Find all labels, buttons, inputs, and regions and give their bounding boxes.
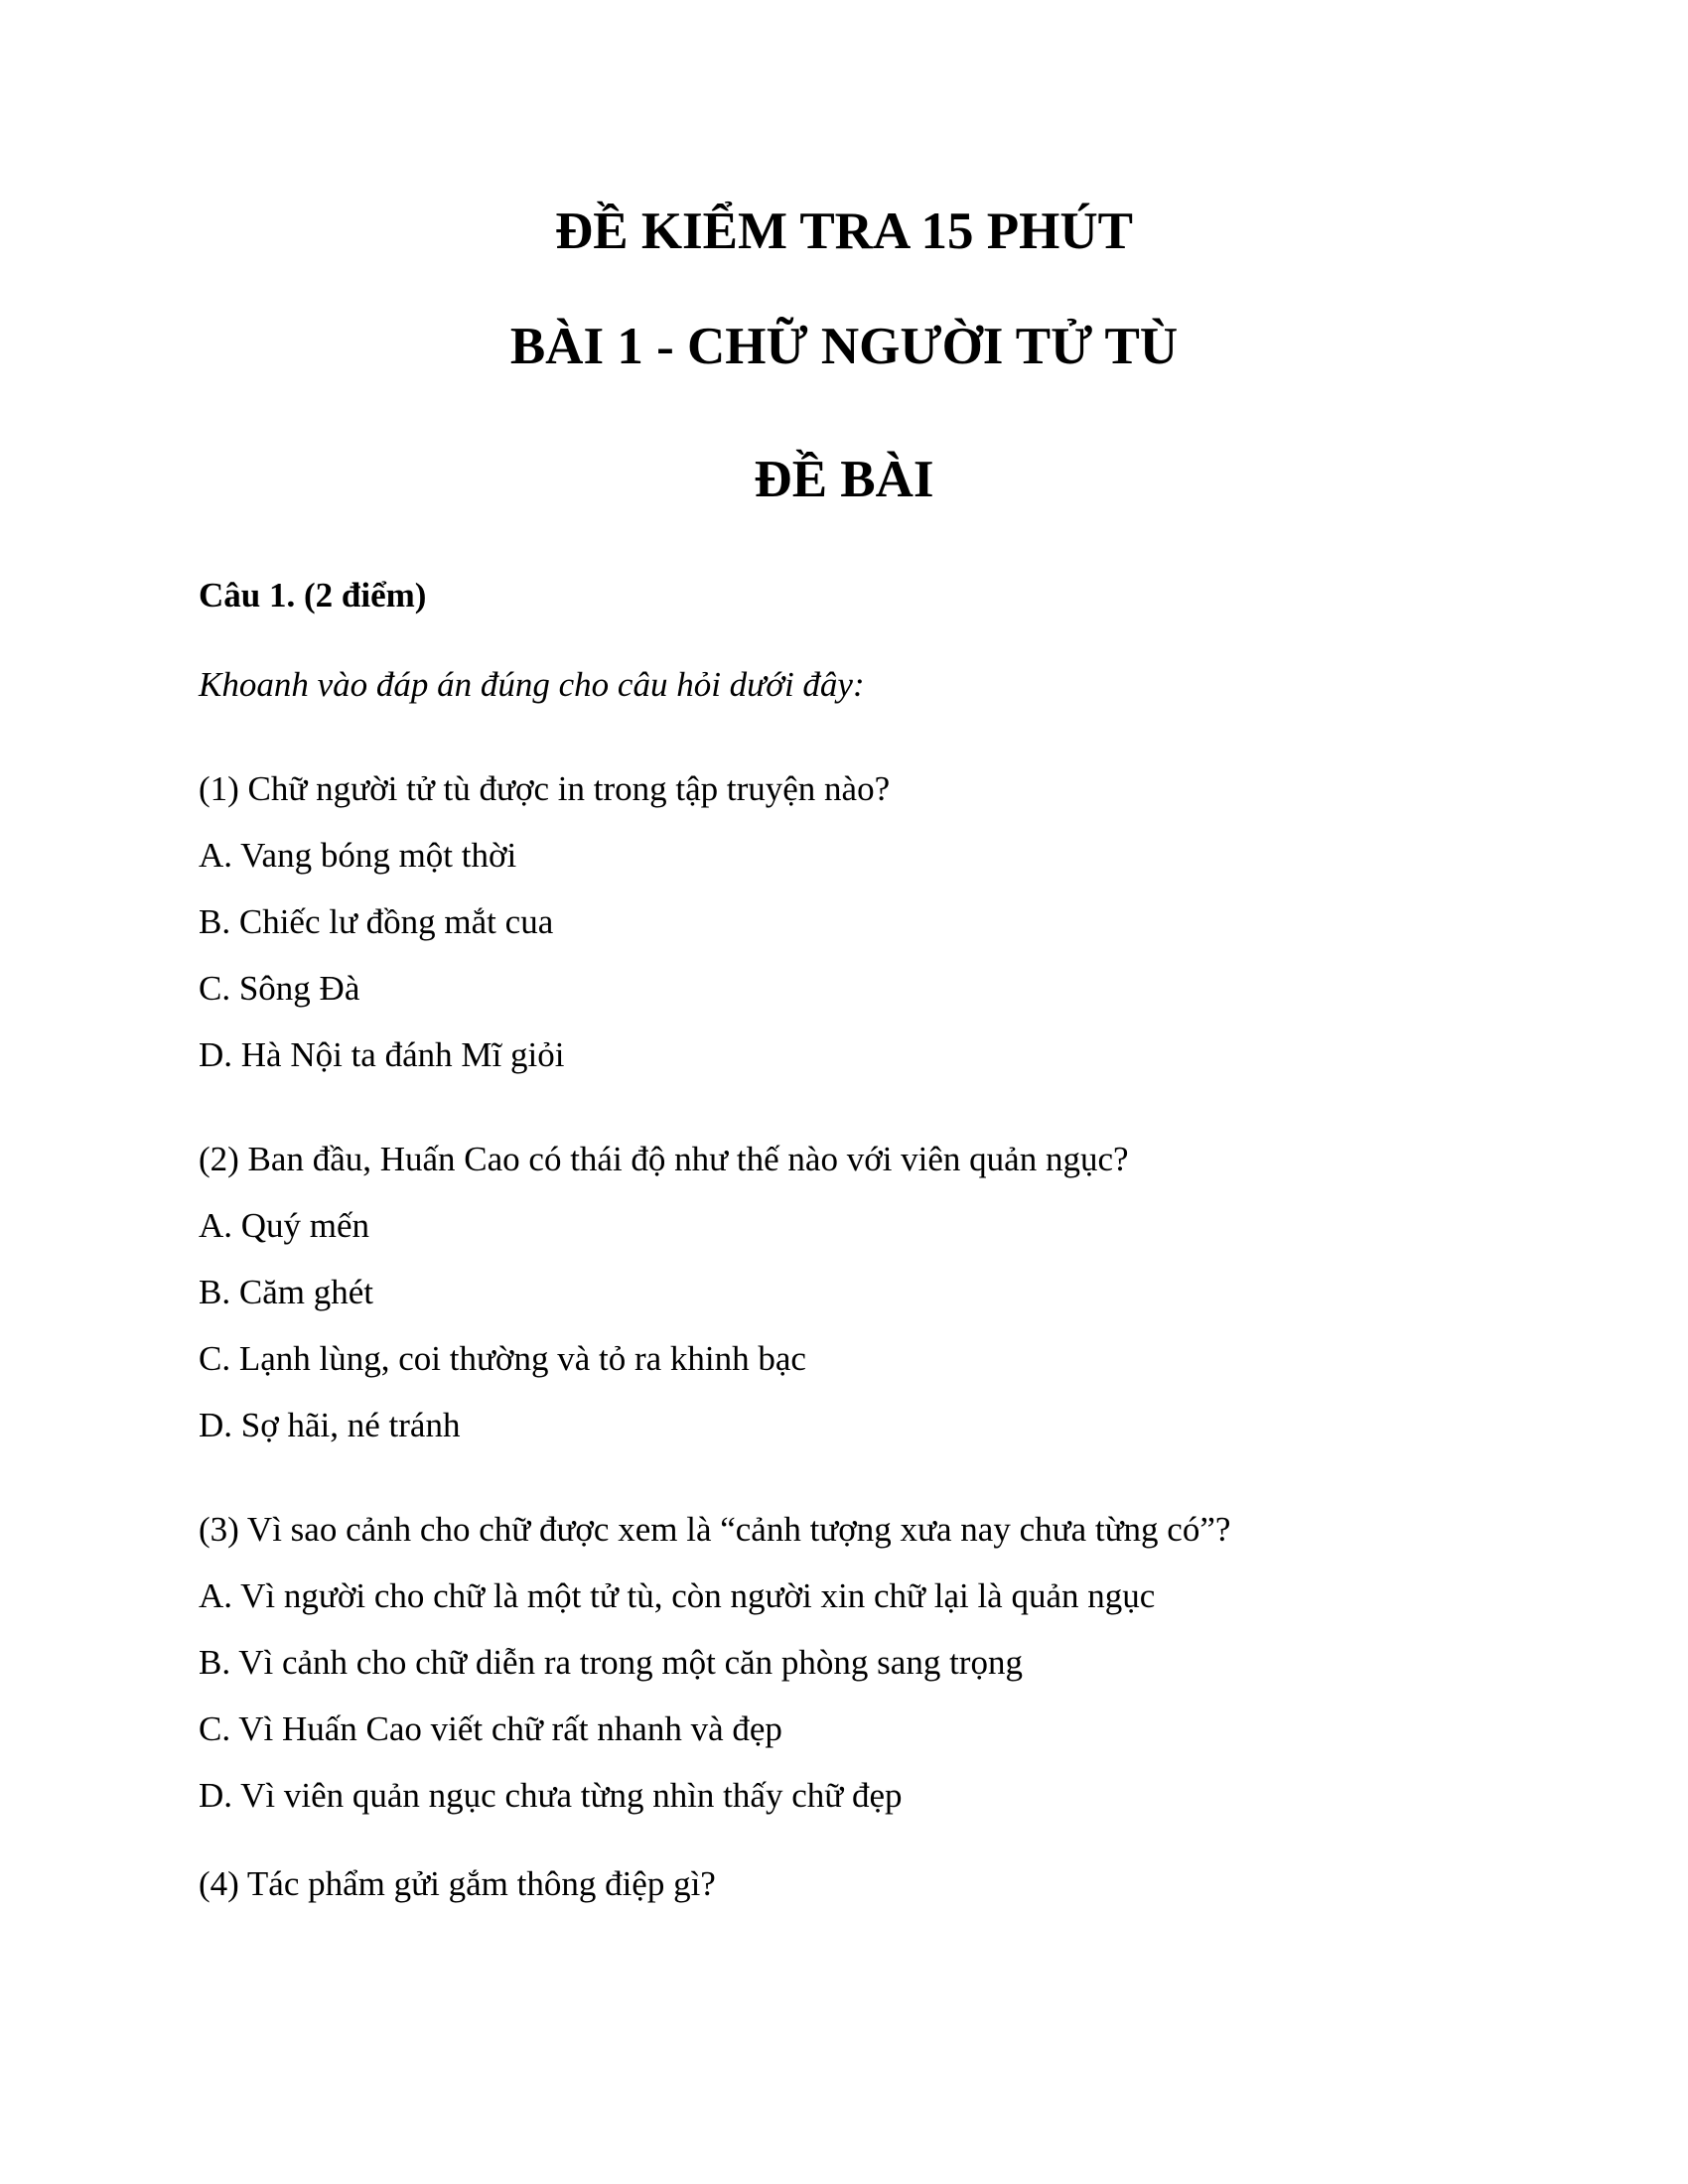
answer-option: C. Vì Huấn Cao viết chữ rất nhanh và đẹp	[199, 1709, 782, 1748]
answer-option: B. Căm ghét	[199, 1273, 373, 1311]
question-instruction: Khoanh vào đáp án đúng cho câu hỏi dưới đây:	[199, 665, 865, 704]
section-title: ĐỀ BÀI	[754, 451, 934, 508]
answer-option: A. Vì người cho chữ là một tử tù, còn người xin chữ lại là quản ngục	[199, 1576, 1156, 1615]
answer-option: C. Lạnh lùng, coi thường và tỏ ra khinh bạc	[199, 1339, 806, 1378]
answer-option: D. Sợ hãi, né tránh	[199, 1406, 461, 1444]
question-text-4: (4) Tác phẩm gửi gắm thông điệp gì?	[199, 1864, 716, 1903]
answer-option: B. Vì cảnh cho chữ diễn ra trong một căn phòng sang trọng	[199, 1643, 1023, 1682]
question-heading: Câu 1. (2 điểm)	[199, 576, 427, 614]
page-title: ĐỀ KIỂM TRA 15 PHÚT	[554, 203, 1134, 260]
answer-option: A. Quý mến	[199, 1206, 370, 1245]
answer-option: C. Sông Đà	[199, 969, 360, 1008]
question-text-2: (2) Ban đầu, Huấn Cao có thái độ như thế nào với viên quản ngục?	[199, 1140, 1129, 1178]
lesson-title: BÀI 1 - CHỮ NGƯỜI TỬ TÙ	[509, 318, 1179, 375]
answer-option: D. Vì viên quản ngục chưa từng nhìn thấy chữ đẹp	[199, 1776, 903, 1815]
answer-option: A. Vang bóng một thời	[199, 836, 517, 875]
question-text-3: (3) Vì sao cảnh cho chữ được xem là “cảnh tượng xưa nay chưa từng có”?	[199, 1510, 1231, 1549]
answer-option: D. Hà Nội ta đánh Mĩ giỏi	[199, 1035, 565, 1074]
answer-option: B. Chiếc lư đồng mắt cua	[199, 902, 554, 941]
question-text-1: (1) Chữ người tử tù được in trong tập truyện nào?	[199, 769, 891, 808]
